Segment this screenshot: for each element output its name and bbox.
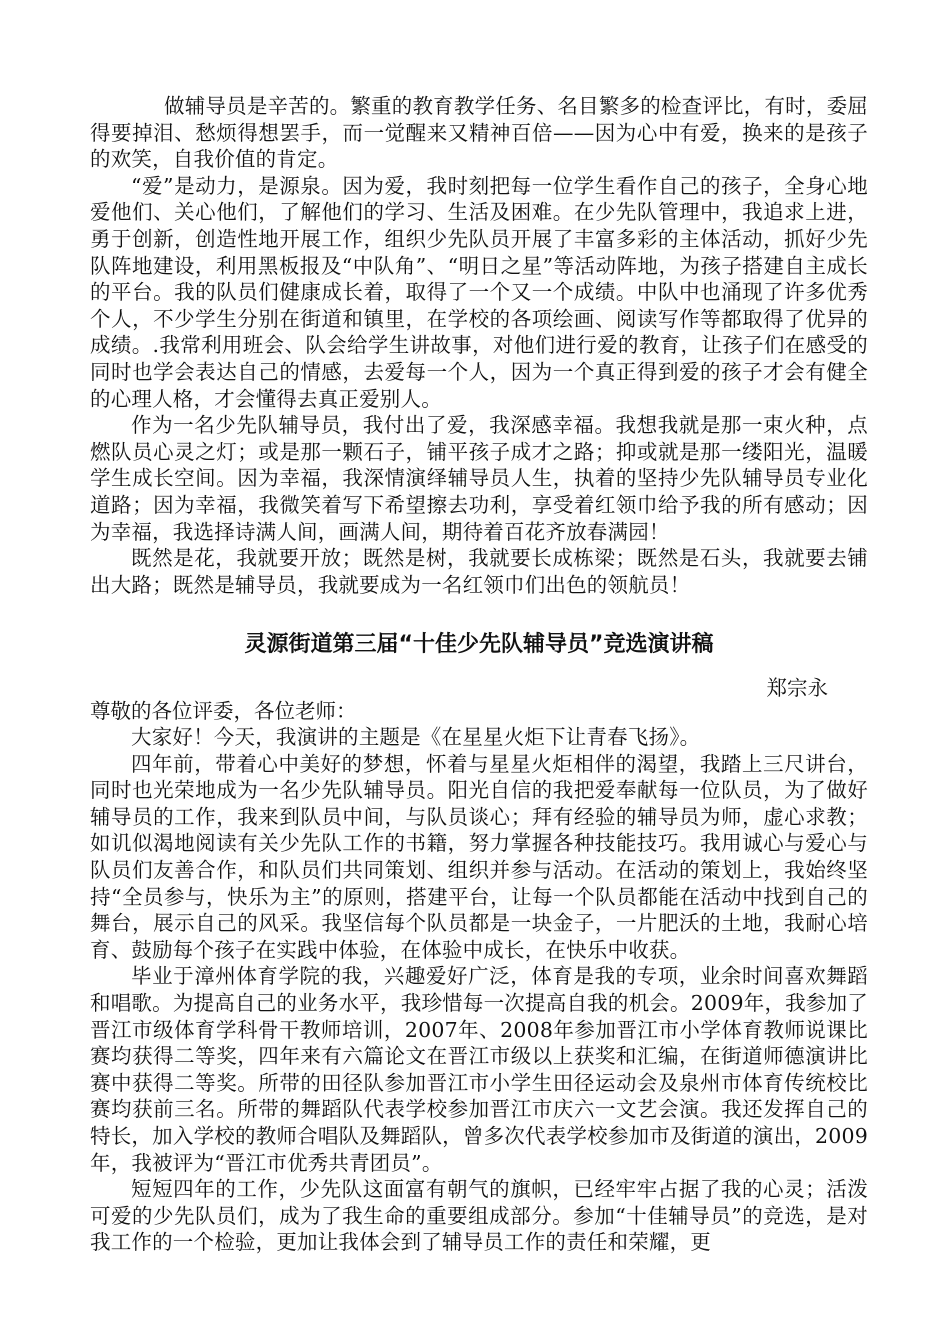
paragraph: 做辅导员是辛苦的。繁重的教育教学任务、名目繁多的检查评比，有时，委屈得要掉泪、愁烦得想罢手，而一觉醒来又精神百倍——因为心中有爱，换来的是孩子的欢笑，自我价值的肯定。 (90, 94, 868, 172)
paragraph: 毕业于漳州体育学院的我，兴趣爱好广泛，体育是我的专项，业余时间喜欢舞蹈和唱歌。为提高自己的业务水平，我珍惜每一次提高自我的机会。2009年，我参加了晋江市级体育学科骨干教师培训，2007年、2008年参加晋江市小学体育教师说课比赛均获得二等奖，四年来有六篇论文在晋江市级以上获奖和汇编，在街道师德演讲比赛中获得二等奖。所带的田径队参加晋江市小学生田径运动会及泉州市体育传统校比赛均获前三名。所带的舞蹈队代表学校参加晋江市庆六一文艺会演。我还发挥自己的特长，加入学校的教师合唱队及舞蹈队，曾多次代表学校参加市及街道的演出，2009年，我被评为“晋江市优秀共青团员”。 (90, 964, 868, 1175)
speech-excerpt-section (90, 93, 868, 598)
salutation: 尊敬的各位评委，各位老师： (90, 699, 357, 723)
paragraph: 既然是花，我就要开放；既然是树，我就要长成栋梁；既然是石头，我就要去铺出大路；既然是辅导员，我就要成为一名红领巾们出色的领航员！ (90, 546, 868, 597)
paragraph: 短短四年的工作，少先队这面富有朝气的旗帜，已经牢牢占据了我的心灵；活泼可爱的少先队员们，成为了我生命的重要组成部分。参加“十佳辅导员”的竞选，是对我工作的一个检验，更加让我体会到了辅导员工作的责任和荣耀，更 (90, 1177, 868, 1255)
speech-body-section (90, 724, 868, 1256)
paragraph: 四年前，带着心中美好的梦想，怀着与星星火炬相伴的渴望，我踏上三尺讲台，同时也光荣地成为一名少先队辅导员。阳光自信的我把爱奉献每一位队员，为了做好辅导员的工作，我来到队员中间，与队员谈心；拜有经验的辅导员为师，虚心求教；如讥似渴地阅读有关少先队工作的书籍，努力掌握各种技能技巧。我用诚心与爱心与队员们友善合作，和队员们共同策划、组织并参与活动。在活动的策划上，我始终坚持“全员参与，快乐为主”的原则，搭建平台，让每一个队员都能在活动中找到自己的舞台，展示自己的风采。我坚信每个队员都是一块金子，一片肥沃的土地，我耐心培育、鼓励每个孩子在实践中体验，在体验中成长，在快乐中收获。 (90, 751, 868, 962)
speech-title: 灵源街道第三届“十佳少先队辅导员”竞选演讲稿 (244, 632, 714, 657)
paragraph: 作为一名少先队辅导员，我付出了爱，我深感幸福。我想我就是那一束火种，点燃队员心灵之灯；或是那一颗石子，铺平孩子成才之路；抑或就是那一缕阳光，温暖学生成长空间。因为幸福，我深情演绎辅导员人生，执着的坚持少先队辅导员专业化道路；因为幸福，我微笑着写下希望擦去功利，享受着红领巾给予我的所有感动；因为幸福，我选择诗满人间，画满人间，期待着百花齐放春满园！ (90, 413, 868, 544)
paragraph: 大家好！今天，我演讲的主题是《在星星火炬下让青春飞扬》。 (131, 725, 701, 749)
paragraph: “爱”是动力，是源泉。因为爱，我时刻把每一位学生看作自己的孩子，全身心地爱他们、关心他们，了解他们的学习、生活及困难。在少先队管理中，我追求上进，勇于创新，创造性地开展工作，组织少先队员开展了丰富多彩的主体活动，抓好少先队阵地建设，利用黑板报及“中队角”、“明日之星”等活动阵地，为孩子搭建自主成长的平台。我的队员们健康成长着，取得了一个又一个成绩。中队中也涌现了许多优秀个人，不少学生分别在街道和镇里，在学校的各项绘画、阅读写作等都取得了优异的成绩。.我常利用班会、队会给学生讲故事，对他们进行爱的教育，让孩子们在感受的同时也学会表达自己的情感，去爱每一个人，因为一个真正得到爱的孩子才会有健全的心理人格，才会懂得去真正爱别人。 (90, 173, 868, 411)
author-name: 郑宗永 (766, 676, 828, 700)
